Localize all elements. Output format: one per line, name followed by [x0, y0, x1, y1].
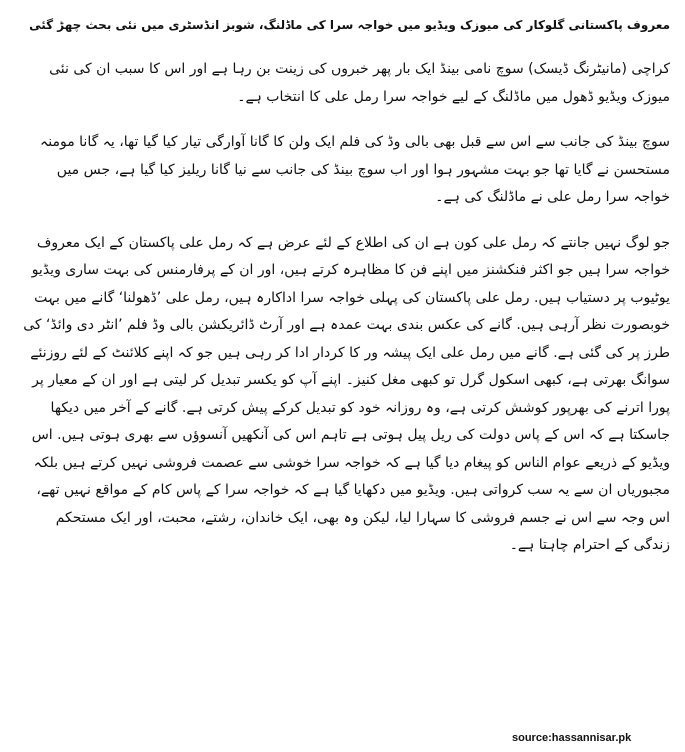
- article: [18, 8, 670, 748]
- source-credit: source:hassannisar.pk: [512, 732, 632, 744]
- article-paragraph-intro: کراچی (مانیٹرنگ ڈیسک) سوچ نامی بینڈ ایک بار پھر خبروں کی زینت بن رہا ہے اور اس کا سبب ان کی نئی میوزک ویڈیو ڈھول میں ماڈلنگ کے لیے خواجہ سرا رمل علی کا انتخاب ہے۔: [49, 61, 670, 105]
- article-paragraph-body: جو لوگ نہیں جانتے کہ رمل علی کون ہے ان کی اطلاع کے لئے عرض ہے کہ رمل علی پاکستان کے ایک معروف خواجہ سرا ہیں جو اکثر فنکشنز میں اپنے فن کا مظاہرہ کرتے ہیں، اور ان کے پرفارمنس کی بہت ساری ویڈیو یوٹیوب پر دستیاب ہیں. رمل علی پاکستان کی پہلی خواجہ سرا اداکارہ ہیں، رمل علی ’ڈھولنا‘ گانے میں بہت خوبصورت نظر آرہی ہیں. گانے کی عکس بندی بہت عمدہ ہے اور آرٹ ڈائریکشن بالی وڈ فلم ’انٹر دی وائڈ‘ کی طرز پر کی گئی ہے. گانے میں رمل علی ایک پیشہ ور کا کردار ادا کر رہی ہیں جو کہ اپنے کلائنٹ کے لئے روزنئے سوانگ بھرتی ہے، کبھی اسکول گرل تو کبھی مغل کنیز۔ اپنے آپ کو یکسر تبدیل کر لیتی ہے اور ان کے معیار پر پورا اترنے کی بھرپور کوشش کرتی ہے، وہ روزانہ خود کو تبدیل کرکے پیش کرتی ہے. گانے کے آخر میں دیکھا جاسکتا ہے کہ اس کے پاس دولت کی ریل پیل ہوتی ہے تاہم اس کی آنکھیں آنسوؤں سے بھری ہوتی ہیں. اس ویڈیو کے ذریعے عوام الناس کو پیغام دیا گیا ہے کہ خواجہ سرا خوشی سے عصمت فروشی نہیں کرتے ہیں بلکہ مجبوریاں ان سے یہ سب کرواتی ہیں. ویڈیو میں دکھایا گیا ہے کہ خواجہ سرا کے پاس کام کے مواقع نہیں تھے، اس وجہ سے اس نے جسم فروشی کا سہارا لیا، لیکن وہ بھی، ایک خاندان، رشتے، محبت، اور ایک مستحکم زندگی کے احترام چاہتا ہے۔: [23, 234, 670, 553]
- article-headline: معروف پاکستانی گلوکار کی میوزک ویڈیو میں خواجہ سرا کی ماڈلنگ، شوبز انڈسٹری میں نئی بحث چھڑ گئی: [29, 18, 670, 32]
- article-paragraph-background: سوچ بینڈ کی جانب سے اس سے قبل بھی بالی وڈ کی فلم ایک ولن کا گانا آوارگی تیار کیا گیا تھا، یہ گانا مومنہ مستحسن نے گایا تھا جو بہت مشہور ہوا اور اب سوچ بینڈ کی جانب سے نیا گانا ریلیز کیا گیا ہے، جس میں خواجہ سرا رمل علی نے ماڈلنگ کی ہے۔: [40, 134, 670, 205]
